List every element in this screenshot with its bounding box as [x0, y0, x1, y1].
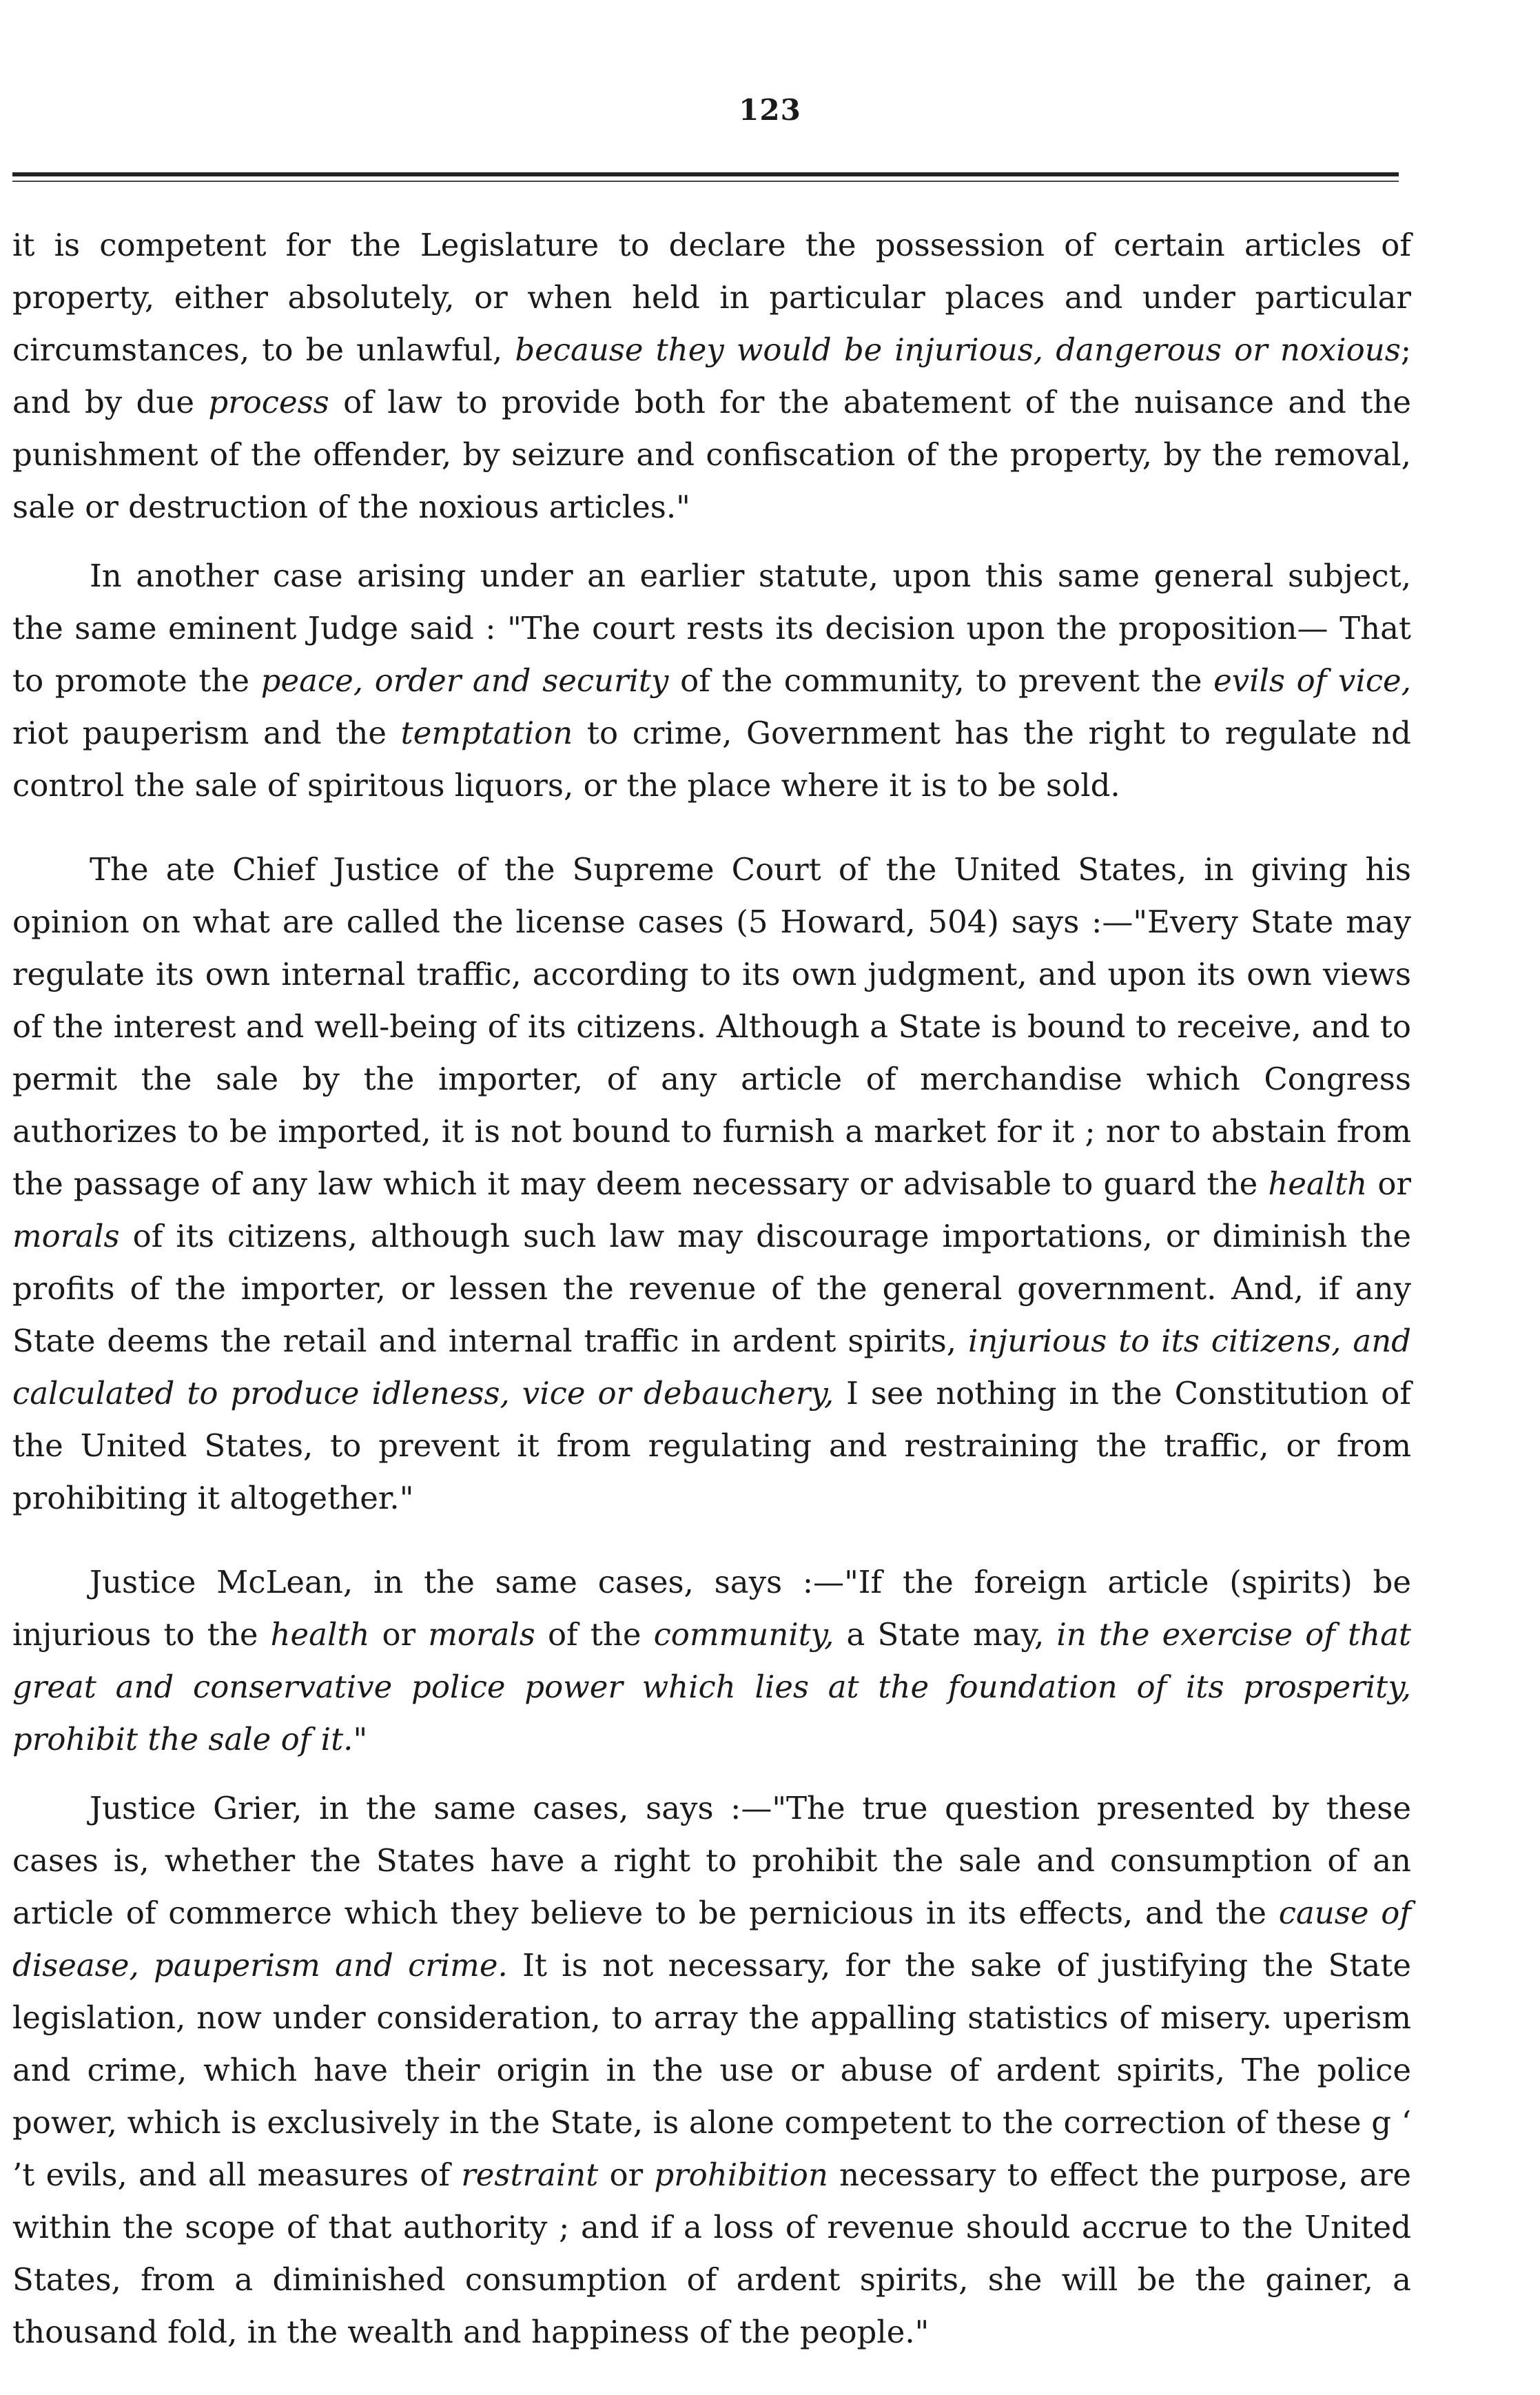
text-run: to crime, Government has the right to regulate nd control the sale of spiritous liquors, or the place where it is to be sold.	[12, 715, 1411, 804]
text-run: ; and by due	[12, 332, 1411, 420]
paragraph-2	[12, 550, 1411, 812]
italic-text: because they would be injurious, dangerous or noxious	[515, 332, 1401, 368]
text-run: Justice Grier, in the same cases, says :—"The true question presented by these cases is, whether the States have a right to prohibit the sale and consumption of an article of commerce which they believe to be pernicious in its effects, and the	[12, 1790, 1411, 1931]
text-run: it is competent for the Legislature to declare the possession of certain articles of property, either absolutely, or when held in particular places and under particular circumstances, to be unlawful,	[12, 227, 1411, 368]
italic-text: in the exercise of that great and conservative police power which lies at the foundation of its prosperity, prohibit the sale of it.	[12, 1616, 1412, 1757]
body-text	[12, 219, 1411, 2358]
text-run: of law to provide both for the abatement of the nuisance and the punishment of the offender, by seizure and confiscation of the property, by the removal, sale or destruction of the noxious articles."	[12, 384, 1411, 525]
text-run: "	[353, 1721, 368, 1757]
italic-text: restraint	[461, 2157, 599, 2193]
text-run: a State may,	[834, 1616, 1057, 1653]
text-run: It is not necessary, for the sake of justifying the State legislation, now under consideration, to array the appalling statistics of misery. uperism and crime, which have their origin in the use or abuse of ardent spirits, The police power, which is exclusively in the State, is alone competent to the correction of these g ‘ ’t evils, and all measures of	[12, 1947, 1411, 2193]
italic-text: prohibition	[654, 2157, 828, 2193]
text-run: of its citizens, although such law may discourage importations, or diminish the profits of the importer, or lessen the revenue of the general government. And, if any State deems the retail and internal traffic in ardent spirits,	[12, 1218, 1411, 1359]
text-run: or	[1367, 1165, 1411, 1202]
text-run: of the	[535, 1616, 654, 1653]
text-run: necessary to effect the purpose, are within the scope of that authority ; and if a loss of revenue should accrue to the United States, from a diminished consumption of ardent spirits, she will be the gainer, a thousand fold, in the wealth and happiness of the people."	[12, 2157, 1412, 2350]
header-rule-thin	[12, 181, 1399, 182]
italic-text: health	[270, 1616, 370, 1653]
italic-text: health	[1268, 1165, 1368, 1202]
paragraph-1	[12, 219, 1411, 533]
italic-text: evils of vice,	[1213, 662, 1411, 699]
italic-text: cause of disease, pauperism and crime.	[12, 1895, 1411, 1984]
italic-text: morals	[428, 1616, 535, 1653]
text-run: or	[369, 1616, 429, 1653]
paragraph-4	[12, 1556, 1411, 1766]
italic-text: temptation	[400, 715, 573, 751]
text-run: The ate Chief Justice of the Supreme Court of the United States, in giving his opinion on what are called the license cases (5 Howard, 504) says :—"Every State may regulate its own internal traffic, according to its own judgment, and upon its own views of the interest and well-being of its citizens. Although a State is bound to receive, and to permit the sale by the importer, of any article of merchandise which Congress authorizes to be imported, it is not bound to furnish a market for it ; nor to abstain from the passage of any law which it may deem necessary or advisable to guard the	[12, 851, 1411, 1202]
italic-text: injurious to its citizens, and calculated to produce idleness, vice or debauchery,	[12, 1323, 1411, 1411]
text-run: In another case arising under an earlier statute, upon this same general subject, the same eminent Judge said : "The court rests its decision upon the proposition— That to promote the	[12, 558, 1411, 699]
page-number: 123	[739, 93, 801, 127]
italic-text: community,	[653, 1616, 834, 1653]
header-rule	[12, 172, 1399, 176]
text-run: or	[598, 2157, 655, 2193]
text-run: I see nothing in the Constitution of the United States, to prevent it from regulating and restraining the traffic, or from prohibiting it altogether."	[12, 1375, 1411, 1516]
italic-text: morals	[12, 1218, 120, 1254]
text-run: riot pauperism and the	[12, 715, 401, 751]
italic-text: peace, order and security	[260, 662, 669, 699]
italic-text: process	[208, 384, 329, 420]
paragraph-3	[12, 844, 1411, 1525]
text-run: of the community, to prevent the	[668, 662, 1214, 699]
paragraph-5	[12, 1782, 1411, 2358]
text-run: Justice McLean, in the same cases, says :—"If the foreign article (spirits) be injurious to the	[12, 1564, 1411, 1653]
